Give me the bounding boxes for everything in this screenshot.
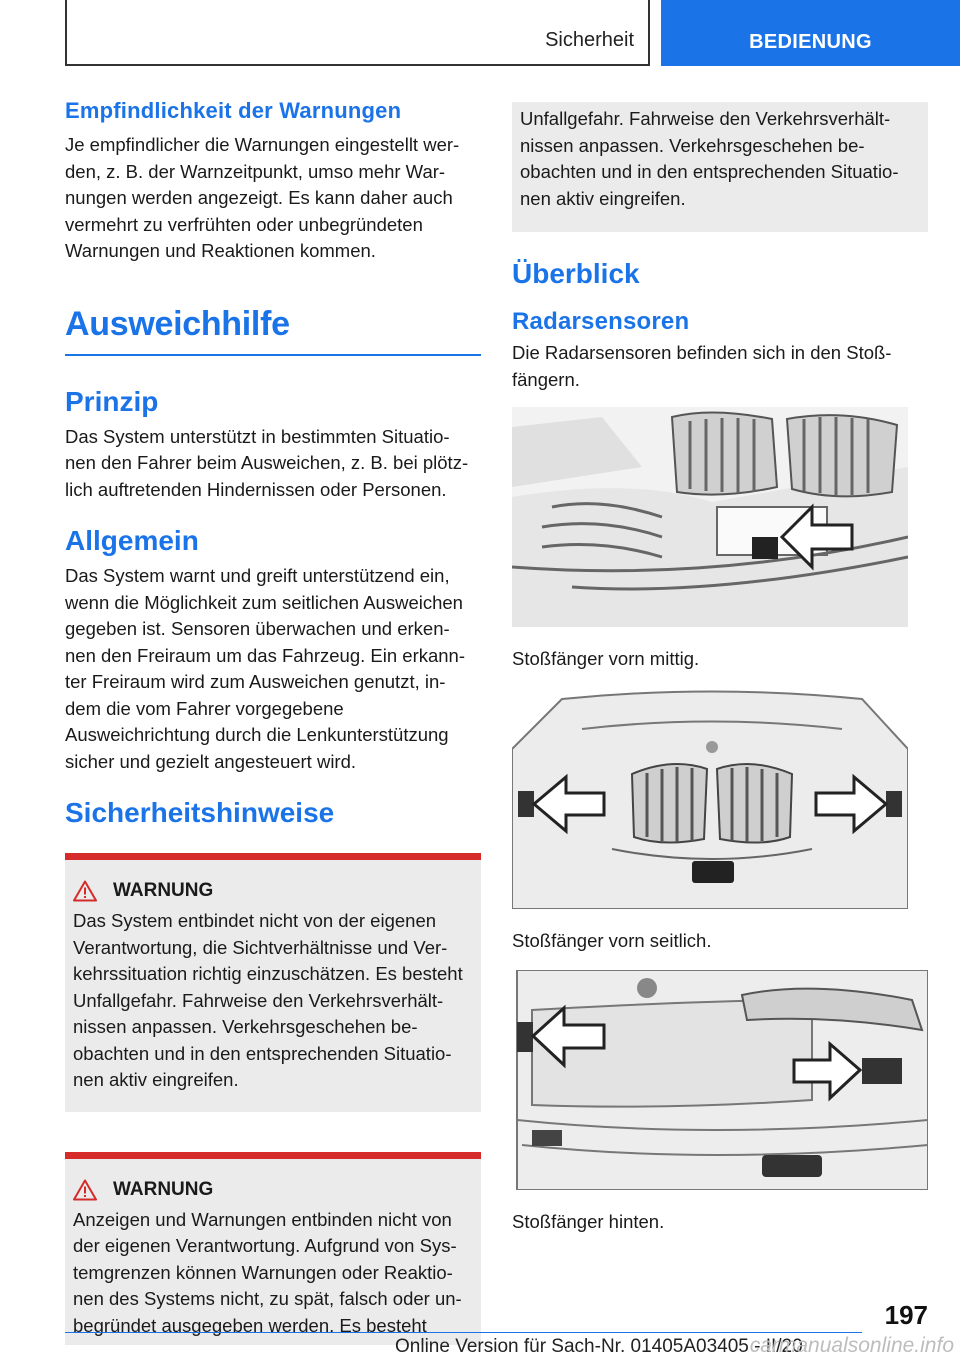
sensitivity-text: Je empfindlicher die Warnungen eingestellt wer- den, z. B. der Warnzeitpunkt, umso mehr War- nungen werden angezeigt. Es kann daher auch vermehrt zu verfrühten oder unbegründeten Warnungen und Reaktionen kommen. <box>65 134 460 261</box>
car-front-center-image <box>512 407 908 627</box>
principle-text: Das System unterstützt in bestimmten Situatio- nen den Fahrer beim Ausweichen, z. B. bei plötz- lich auftretenden Hindernissen oder Personen. <box>65 425 469 500</box>
footer-online-version: Online Version für Sach-Nr. 01405A03405 - II/20 <box>395 1336 803 1357</box>
general-text: Das System warnt und greift unterstützend ein, wenn die Möglichkeit zum seitlichen Ausweichen gegeben ist. Sensoren überwachen und erken- nen den Freiraum um das Fahrzeug. Ein erkann- ter Freiraum wird zum Ausweichen genutzt, in- dem die vom Fahrer vorgegebene Ausweichrichtung durch die Lenkunterstützung sicher und gezielt angesteuert wird. <box>65 565 466 772</box>
principle-heading: Prinzip <box>65 385 159 417</box>
warning-title <box>73 880 473 902</box>
safety-heading: Sicherheitshinweise <box>65 797 335 828</box>
section-label: Sicherheit <box>545 29 634 51</box>
footer-rule <box>65 1332 862 1333</box>
watermark: carmanualsonline.info <box>749 1334 954 1357</box>
figure-front-side <box>512 689 928 914</box>
caption-front-center: Stoßfänger vorn mittig. <box>512 648 700 669</box>
radar-heading: Radarsensoren <box>512 308 690 335</box>
general-heading: Allgemein <box>65 525 199 556</box>
warning-text-2: Anzeigen und Warnungen entbinden nicht von der eigenen Verantwortung. Aufgrund von Sys- temgrenzen können Warnungen oder Reaktio- nen des Systems nicht, zu spät, falsch oder un- begründet ausgegeben werden. Es besteht <box>73 1208 462 1336</box>
header-frame <box>65 0 650 66</box>
sensitivity-heading: Empfindlichkeit der Warnungen <box>65 98 402 123</box>
caption-front-side: Stoßfänger vorn seitlich. <box>512 929 712 951</box>
page-number: 197 <box>884 1300 928 1330</box>
warning-triangle-icon <box>73 880 97 902</box>
warning-box <box>65 853 481 1112</box>
car-front-side-image <box>512 689 908 909</box>
chapter-tab[interactable] <box>661 0 960 66</box>
overview-heading: Überblick <box>512 258 640 289</box>
warning-title-2 <box>73 1179 473 1201</box>
chapter-tab-label: BEDIENUNG <box>749 31 872 53</box>
warning-title-text: WARNUNG <box>113 880 214 901</box>
right-column <box>512 102 928 1236</box>
figure-rear <box>512 970 928 1195</box>
main-title-block <box>65 305 481 356</box>
warning-title-text: WARNUNG <box>113 1178 214 1200</box>
figure-front-center <box>512 407 928 632</box>
warning-continuation-text: Unfallgefahr. Fahrweise den Verkehrsverhält- nissen anpassen. Verkehrsgeschehen be- obachten und in den entsprechenden Situatio- nen aktiv eingreifen. <box>520 108 899 209</box>
warning-text: Das System entbindet nicht von der eigenen Verantwortung, die Sichtverhältnisse und Ver- kehrssituation richtig einzuschätzen. Es besteht Unfallgefahr. Fahrweise den Verkehrsverhält- nissen anpassen. Verkehrsgeschehen be- obachten und in den entsprechenden Situatio- nen aktiv eingreifen. <box>73 910 463 1090</box>
warning-box-2 <box>65 1152 481 1346</box>
main-title: Ausweichhilfe <box>65 304 290 343</box>
caption-rear: Stoßfänger hinten. <box>512 1211 665 1232</box>
warning-continuation <box>512 102 928 232</box>
warning-triangle-icon <box>73 1179 97 1201</box>
radar-text: Die Radarsensoren befinden sich in den Stoß- fängern. <box>512 342 892 390</box>
left-column <box>65 98 481 1345</box>
car-rear-image <box>512 970 928 1190</box>
